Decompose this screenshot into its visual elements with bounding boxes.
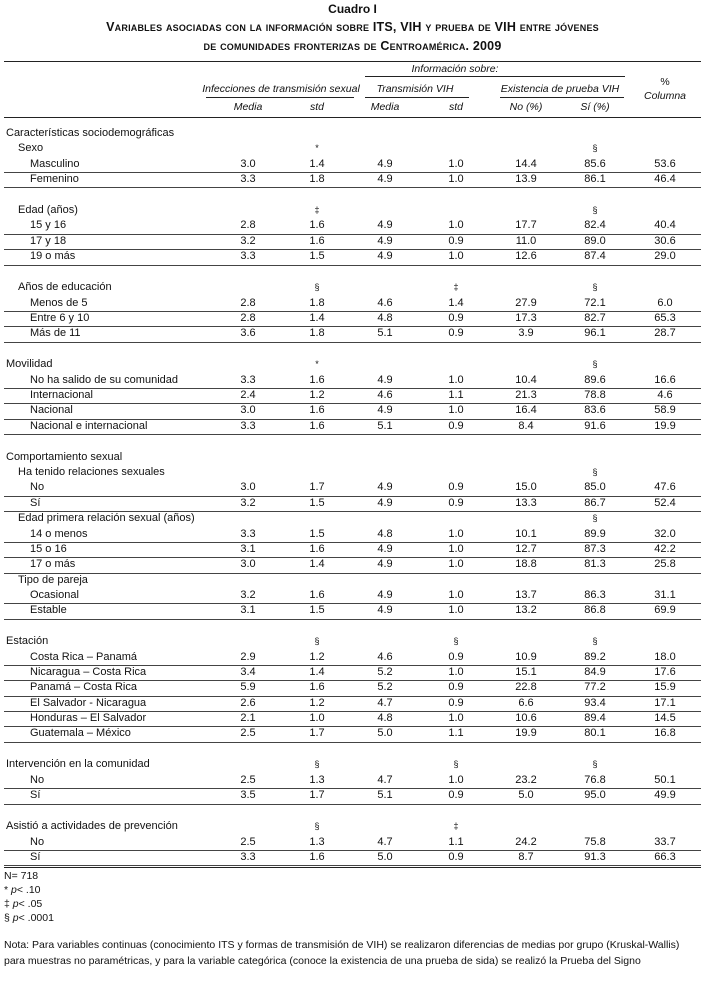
row-label: No (30, 481, 45, 494)
table-cell: 4.9 (377, 173, 393, 186)
header-transmision-vih: Transmisión VIH (376, 83, 454, 95)
header-transmision-rule (365, 97, 469, 98)
table-cell: 80.1 (584, 727, 606, 740)
table-cell: 53.6 (654, 157, 676, 170)
table-cell: 27.9 (515, 296, 537, 309)
row-label: 14 o menos (30, 527, 88, 540)
row-label: Honduras – El Salvador (30, 712, 147, 725)
table-cell: 3.0 (240, 157, 256, 170)
table-cell: 4.9 (377, 588, 393, 601)
footnote-p0001: § p< .0001 (4, 912, 54, 924)
table-cell: 3.3 (240, 419, 256, 432)
subheader-no-pct: No (%) (509, 101, 543, 113)
row-label: 17 y 18 (30, 234, 67, 247)
table-note: Nota: Para variables continuas (conocimiento ITS y formas de transmisión de VIH) se realizaron diferencias de medias por grupo (Kruskal-Wallis) para muestras no paramétricas, y para la variable categórica (conoce la existencia de una prueba de sida) se realizó la Prueba del Signo (4, 939, 680, 967)
table-cell: 10.9 (515, 650, 537, 663)
table-label: Cuadro I (328, 2, 377, 16)
table-cell: 5.2 (377, 666, 393, 678)
subheader-std-vih: std (448, 101, 464, 113)
table-cell: 3.0 (240, 404, 256, 417)
table-cell: 3.1 (240, 542, 256, 555)
header-info-rule (365, 76, 625, 77)
table-cell: 8.7 (518, 850, 534, 863)
table-cell: 89.0 (584, 234, 606, 247)
table-cell: 87.3 (584, 542, 606, 555)
table-cell: 12.6 (515, 250, 537, 263)
table-cell: 4.9 (377, 250, 393, 263)
table-cell: 5.0 (518, 789, 534, 802)
table-cell: 1.0 (448, 542, 464, 555)
header-percent: % (660, 76, 670, 88)
table-cell: 18.0 (654, 650, 676, 663)
table-cell: 15.9 (654, 681, 676, 694)
table-cell: 82.7 (584, 311, 606, 324)
table-cell: 3.0 (240, 558, 256, 571)
table-cell: 1.1 (448, 835, 464, 848)
table-cell: 4.7 (377, 835, 393, 848)
table-cell: 16.8 (654, 727, 676, 740)
table-cell: 1.4 (309, 666, 325, 678)
row-label: Nacional (30, 404, 73, 417)
table-cell: 1.0 (448, 173, 464, 186)
significance-mark: § (314, 821, 320, 832)
table-cell: 2.6 (240, 696, 256, 709)
row-label: 15 y 16 (30, 219, 67, 232)
table-cell: 18.8 (515, 558, 537, 571)
header-prueba-rule (500, 97, 624, 98)
table-cell: 1.6 (309, 850, 325, 863)
row-label: Guatemala – México (30, 727, 131, 740)
subheader-si-pct: Sí (%) (580, 101, 610, 113)
row-divider (4, 865, 701, 866)
table-cell: 76.8 (584, 773, 606, 786)
table-cell: 0.9 (448, 696, 464, 709)
significance-mark: § (453, 759, 459, 770)
table-cell: 29.0 (654, 250, 676, 263)
table-cell: 1.0 (448, 404, 464, 417)
table-cell: 1.1 (448, 727, 464, 740)
row-label: Estable (30, 604, 67, 617)
table-cell: 2.5 (240, 773, 256, 786)
subsection-label: Tipo de pareja (18, 573, 88, 586)
table-cell: 8.4 (518, 419, 534, 432)
table-cell: 3.1 (240, 604, 256, 617)
footnote-p10: * p< .10 (4, 884, 41, 896)
table-cell: 1.6 (309, 373, 325, 386)
row-divider (4, 573, 701, 574)
table-cell: 12.7 (515, 542, 537, 555)
significance-mark: § (592, 359, 598, 370)
table-cell: 3.5 (240, 789, 256, 802)
row-label: Costa Rica – Panamá (30, 650, 137, 663)
row-label: No (30, 835, 45, 848)
table-cell: 1.3 (309, 835, 325, 848)
table-cell: 83.6 (584, 404, 606, 417)
significance-mark: § (453, 636, 459, 647)
row-divider (4, 434, 701, 435)
table-cell: 2.9 (240, 650, 256, 663)
table-cell: 4.9 (377, 542, 393, 555)
table-cell: 4.9 (377, 219, 393, 232)
table-cell: 1.0 (448, 604, 464, 617)
section-label: Asistió a actividades de prevención (6, 820, 178, 833)
row-divider (4, 804, 701, 805)
table-cell: 1.4 (448, 296, 464, 309)
table-cell: 50.1 (654, 773, 676, 786)
subsection-label: Edad (años) (18, 204, 78, 217)
table-cell: 1.0 (448, 527, 464, 540)
significance-mark: § (592, 513, 598, 524)
table-cell: 2.5 (240, 727, 256, 740)
table-cell: 1.6 (309, 588, 325, 601)
header-columna: Columna (643, 90, 687, 102)
table-cell: 5.2 (377, 681, 393, 694)
table-cell: 1.4 (309, 311, 325, 324)
table-cell: 95.0 (584, 789, 606, 802)
table-cell: 40.4 (654, 219, 676, 232)
table-cell: 13.3 (515, 496, 537, 509)
significance-mark: § (592, 143, 598, 154)
table-cell: 3.3 (240, 173, 256, 186)
table-cell: 1.3 (309, 773, 325, 786)
table-cell: 3.0 (240, 481, 256, 494)
table-cell: 86.1 (584, 173, 606, 186)
row-label: Masculino (30, 157, 80, 170)
table-cell: 13.2 (515, 604, 537, 617)
table-cell: 17.7 (515, 219, 537, 232)
table-cell: 1.0 (448, 373, 464, 386)
subheader-std-its: std (309, 101, 325, 113)
table-cell: 5.1 (377, 789, 393, 802)
table-cell: 0.9 (448, 311, 464, 324)
table-cell: 87.4 (584, 250, 606, 263)
row-label: Femenino (30, 173, 79, 186)
section-label: Movilidad (6, 358, 53, 371)
table-cell: 1.6 (309, 542, 325, 555)
table-cell: 4.6 (377, 650, 393, 663)
row-label: Entre 6 y 10 (30, 311, 90, 324)
section-label: Estación (6, 635, 49, 648)
table-cell: 5.0 (377, 850, 393, 863)
row-divider (4, 265, 701, 266)
significance-mark: ‡ (314, 205, 320, 216)
table-cell: 4.9 (377, 604, 393, 617)
significance-mark: § (314, 636, 320, 647)
table-cell: 23.2 (515, 773, 537, 786)
table-cell: 4.8 (377, 527, 393, 540)
row-label: Sí (30, 496, 41, 509)
table-cell: 3.2 (240, 234, 256, 247)
section-label: Intervención en la comunidad (6, 758, 150, 771)
table-cell: 1.0 (448, 773, 464, 786)
table-cell: 1.6 (309, 404, 325, 417)
table-cell: 25.8 (654, 558, 676, 571)
table-cell: 4.7 (377, 696, 393, 709)
row-divider (4, 187, 701, 188)
row-label: El Salvador - Nicaragua (30, 696, 147, 709)
table-cell: 1.0 (309, 712, 325, 725)
row-divider (4, 742, 701, 743)
table-cell: 93.4 (584, 696, 606, 709)
significance-mark: * (315, 143, 319, 154)
table-cell: 96.1 (584, 327, 606, 340)
table-cell: 4.8 (377, 311, 393, 324)
significance-mark: § (592, 282, 598, 293)
table-cell: 21.3 (515, 389, 537, 401)
table-cell: 85.6 (584, 157, 606, 170)
row-label: Nicaragua – Costa Rica (30, 666, 147, 678)
table-cell: 1.2 (309, 650, 325, 663)
significance-mark: ‡ (453, 282, 459, 293)
table-cell: 85.0 (584, 481, 606, 494)
table-cell: 4.9 (377, 157, 393, 170)
table-cell: 1.0 (448, 588, 464, 601)
table-cell: 14.4 (515, 157, 537, 170)
table-cell: 1.6 (309, 681, 325, 694)
table-cell: 46.4 (654, 173, 676, 186)
table-cell: 2.4 (240, 389, 256, 401)
table-cell: 1.7 (309, 727, 325, 740)
table-cell: 6.6 (518, 696, 534, 709)
table-cell: 15.1 (515, 666, 537, 678)
table-cell: 1.6 (309, 219, 325, 232)
row-divider (4, 342, 701, 343)
table-cell: 2.1 (240, 712, 256, 725)
row-label: Panamá – Costa Rica (30, 681, 137, 694)
table-cell: 0.9 (448, 789, 464, 802)
row-label: Nacional e internacional (30, 419, 148, 432)
table-cell: 78.8 (584, 389, 606, 401)
table-cell: 3.3 (240, 373, 256, 386)
row-divider (4, 619, 701, 620)
table-cell: 72.1 (584, 296, 606, 309)
row-label: Internacional (30, 389, 93, 401)
table-cell: 1.0 (448, 666, 464, 678)
table-cell: 1.4 (309, 157, 325, 170)
table-cell: 4.9 (377, 404, 393, 417)
table-cell: 19.9 (654, 419, 676, 432)
table-cell: 17.6 (654, 666, 676, 678)
table-cell: 1.8 (309, 296, 325, 309)
table-cell: 4.9 (377, 496, 393, 509)
top-rule (4, 61, 701, 62)
table-cell: 4.8 (377, 712, 393, 725)
section-label: Comportamiento sexual (6, 450, 123, 463)
table-cell: 65.3 (654, 311, 676, 324)
table-cell: 4.6 (377, 296, 393, 309)
header-prueba-vih: Existencia de prueba VIH (500, 83, 620, 95)
table-cell: 0.9 (448, 650, 464, 663)
table-cell: 0.9 (448, 419, 464, 432)
table-cell: 5.0 (377, 727, 393, 740)
significance-mark: § (592, 759, 598, 770)
header-its: Infecciones de transmisión sexual (202, 83, 360, 95)
table-cell: 86.3 (584, 588, 606, 601)
table-cell: 22.8 (515, 681, 537, 694)
table-cell: 13.9 (515, 173, 537, 186)
table-cell: 82.4 (584, 219, 606, 232)
table-cell: 0.9 (448, 234, 464, 247)
table-cell: 49.9 (654, 789, 676, 802)
table-cell: 31.1 (654, 588, 676, 601)
table-cell: 1.7 (309, 481, 325, 494)
table-cell: 14.5 (654, 712, 676, 725)
table-cell: 3.6 (240, 327, 256, 340)
table-title-line2: de comunidades fronterizas de Centroamérica. 2009 (203, 39, 502, 53)
table-cell: 1.6 (309, 234, 325, 247)
table-cell: 4.9 (377, 373, 393, 386)
table-cell: 10.4 (515, 373, 537, 386)
header-bottom-rule (4, 117, 701, 118)
table-cell: 2.8 (240, 311, 256, 324)
significance-mark: § (592, 205, 598, 216)
table-cell: 81.3 (584, 558, 606, 571)
table-cell: 1.1 (448, 389, 464, 401)
table-cell: 1.0 (448, 250, 464, 263)
row-label: Sí (30, 850, 41, 863)
subsection-label: Edad primera relación sexual (años) (18, 512, 195, 525)
table-cell: 66.3 (654, 850, 676, 863)
subsection-label: Ha tenido relaciones sexuales (18, 466, 165, 479)
table-cell: 28.7 (654, 327, 676, 340)
table-cell: 89.4 (584, 712, 606, 725)
table-cell: 0.9 (448, 327, 464, 340)
table-cell: 86.8 (584, 604, 606, 617)
table-cell: 1.0 (448, 219, 464, 232)
subheader-media-its: Media (233, 101, 263, 113)
table-cell: 1.7 (309, 789, 325, 802)
subsection-label: Sexo (18, 142, 44, 155)
significance-mark: * (315, 359, 319, 370)
table-cell: 3.3 (240, 527, 256, 540)
row-label: Más de 11 (30, 327, 81, 340)
table-cell: 5.9 (240, 681, 256, 694)
table-cell: 3.3 (240, 250, 256, 263)
header-its-rule (206, 97, 354, 98)
table-cell: 32.0 (654, 527, 676, 540)
table-cell: 3.4 (240, 666, 256, 678)
table-cell: 77.2 (584, 681, 606, 694)
table-cell: 30.6 (654, 234, 676, 247)
table-cell: 24.2 (515, 835, 537, 848)
row-label: Ocasional (30, 588, 79, 601)
table-cell: 16.4 (515, 404, 537, 417)
table-cell: 1.0 (448, 558, 464, 571)
table-cell: 1.8 (309, 327, 325, 340)
table-cell: 0.9 (448, 850, 464, 863)
table-cell: 89.9 (584, 527, 606, 540)
table-cell: 91.3 (584, 850, 606, 863)
table-cell: 4.9 (377, 481, 393, 494)
table-cell: 1.5 (309, 604, 325, 617)
table-cell: 2.8 (240, 296, 256, 309)
row-label: No (30, 773, 45, 786)
table-cell: 10.1 (515, 527, 537, 540)
table-cell: 91.6 (584, 419, 606, 432)
footnote-n: N= 718 (4, 870, 39, 882)
table-cell: 58.9 (654, 404, 676, 417)
table-cell: 69.9 (654, 604, 676, 617)
table-cell: 1.2 (309, 696, 325, 709)
table-cell: 16.6 (654, 373, 676, 386)
table-cell: 1.5 (309, 250, 325, 263)
table-cell: 84.9 (584, 666, 606, 678)
table-cell: 1.0 (448, 157, 464, 170)
table-cell: 2.5 (240, 835, 256, 848)
footnote-p05: ‡ p< .05 (4, 898, 43, 910)
table-cell: 15.0 (515, 481, 537, 494)
row-label: Menos de 5 (30, 296, 88, 309)
significance-mark: § (314, 759, 320, 770)
table-cell: 17.1 (654, 696, 676, 709)
table-cell: 4.7 (377, 773, 393, 786)
table-cell: 89.2 (584, 650, 606, 663)
table-cell: 0.9 (448, 681, 464, 694)
table-cell: 1.5 (309, 527, 325, 540)
table-cell: 52.4 (654, 496, 676, 509)
table-cell: 11.0 (515, 234, 537, 247)
table-cell: 3.9 (518, 327, 534, 340)
table-cell: 2.8 (240, 219, 256, 232)
table-cell: 5.1 (377, 327, 393, 340)
subheader-media-vih: Media (370, 101, 400, 113)
row-label: No ha salido de su comunidad (30, 373, 178, 386)
table-cell: 4.9 (377, 234, 393, 247)
significance-mark: § (592, 467, 598, 478)
row-label: 15 o 16 (30, 542, 67, 555)
table-cell: 10.6 (515, 712, 537, 725)
table-bottom-rule (4, 867, 701, 868)
significance-mark: ‡ (453, 821, 459, 832)
table-cell: 17.3 (515, 311, 537, 324)
table-cell: 33.7 (654, 835, 676, 848)
table-cell: 3.2 (240, 588, 256, 601)
table-cell: 1.6 (309, 419, 325, 432)
table-cell: 42.2 (654, 542, 676, 555)
table-title-line1: Variables asociadas con la información sobre ITS, VIH y prueba de VIH entre jóvenes (106, 20, 599, 34)
table-cell: 1.5 (309, 496, 325, 509)
significance-mark: § (592, 636, 598, 647)
table-cell: 3.2 (240, 496, 256, 509)
table-cell: 75.8 (584, 835, 606, 848)
table-cell: 89.6 (584, 373, 606, 386)
table-cell: 1.2 (309, 389, 325, 401)
subsection-label: Años de educación (18, 281, 112, 294)
table-cell: 86.7 (584, 496, 606, 509)
table-cell: 13.7 (515, 588, 537, 601)
table-cell: 6.0 (657, 296, 673, 309)
table-cell: 4.6 (657, 389, 673, 401)
table-cell: 1.8 (309, 173, 325, 186)
table-cell: 4.6 (377, 389, 393, 401)
table-cell: 1.4 (309, 558, 325, 571)
row-label: 19 o más (30, 250, 76, 263)
table-cell: 19.9 (515, 727, 537, 740)
table-cell: 0.9 (448, 496, 464, 509)
table-cell: 4.9 (377, 558, 393, 571)
section-label: Características sociodemográficas (6, 127, 175, 139)
row-label: Sí (30, 789, 41, 802)
table-cell: 1.0 (448, 712, 464, 725)
significance-mark: § (314, 282, 320, 293)
table-cell: 5.1 (377, 419, 393, 432)
table-cell: 3.3 (240, 850, 256, 863)
row-label: 17 o más (30, 558, 76, 571)
table-cell: 47.6 (654, 481, 676, 494)
table-cell: 0.9 (448, 481, 464, 494)
header-info-sobre: Información sobre: (411, 63, 499, 75)
